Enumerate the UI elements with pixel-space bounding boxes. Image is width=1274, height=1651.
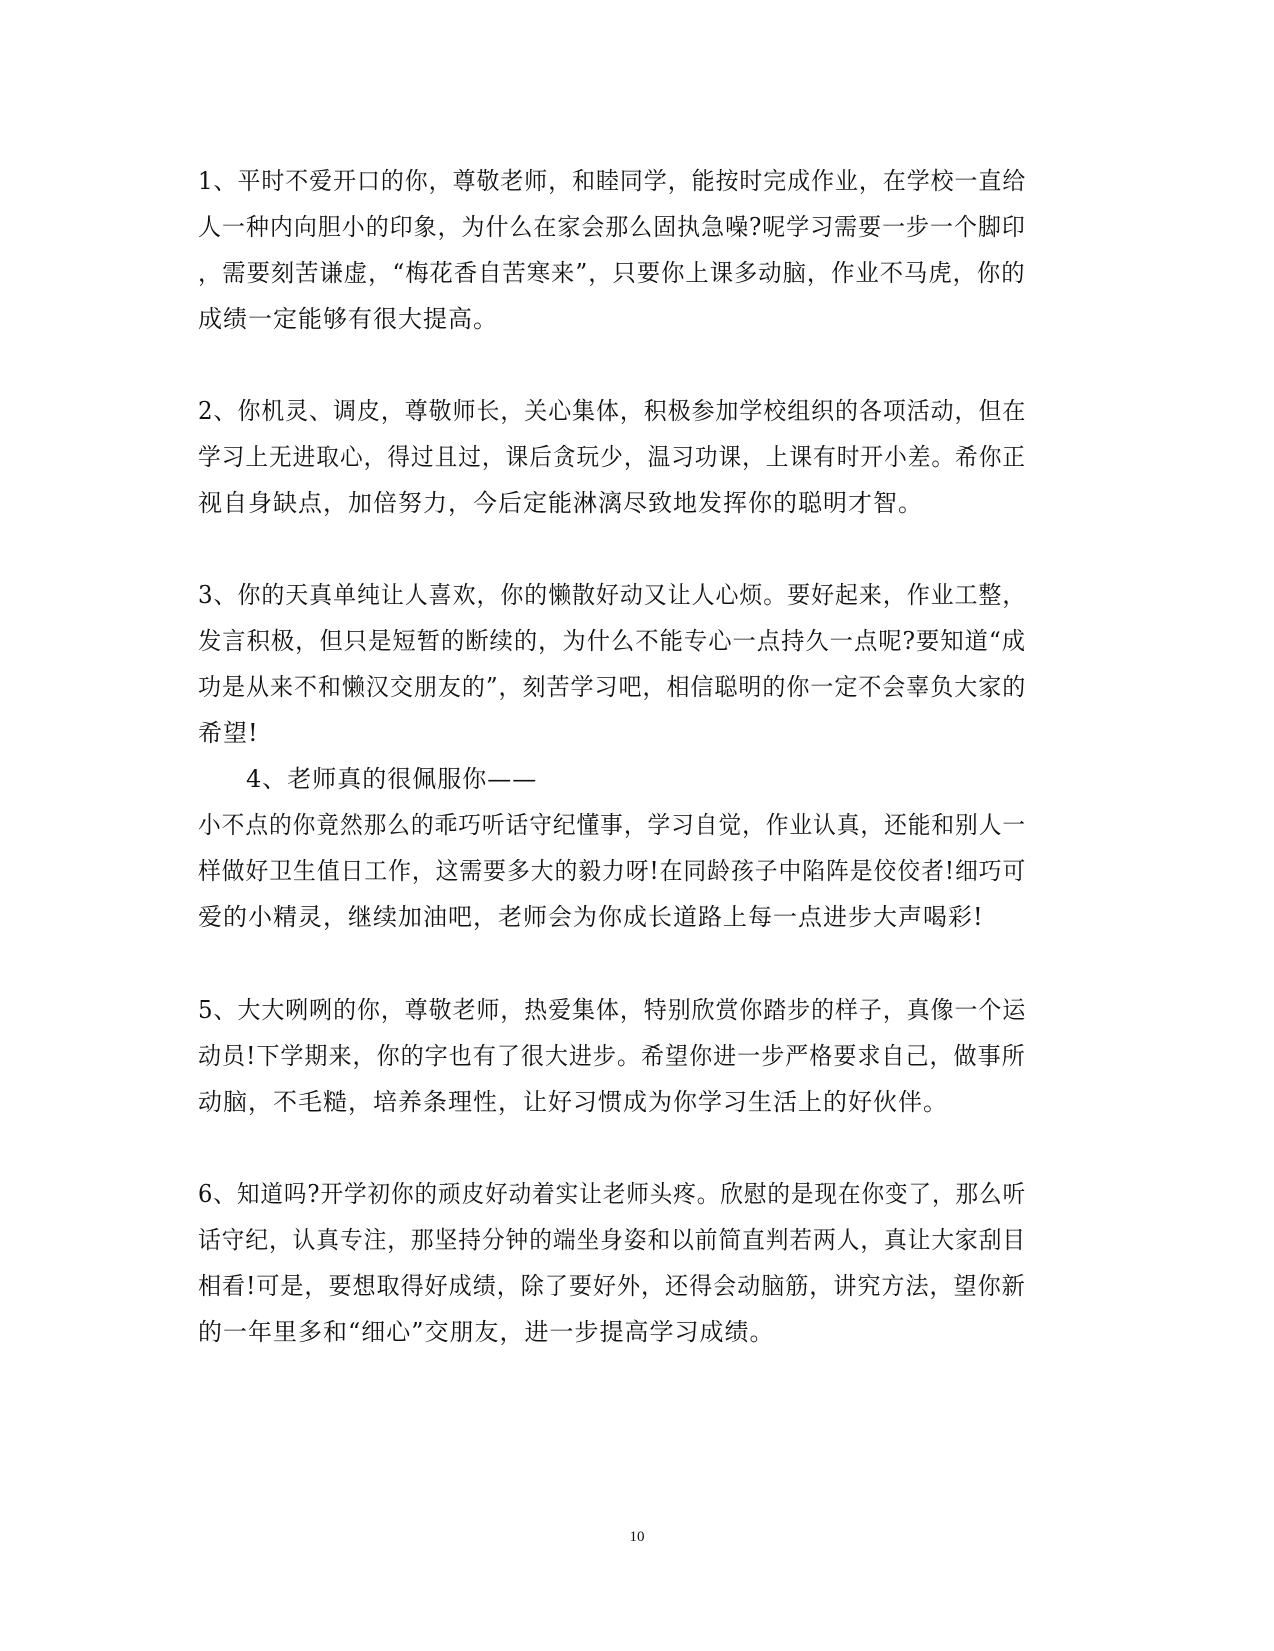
paragraph-line: 5、大大咧咧的你，尊敬老师，热爱集体，特别欣赏你踏步的样子，真像一个运 — [198, 996, 1027, 1024]
paragraph-line: 人一种内向胆小的印象，为什么在家会那么固执急噪?呢学习需要一步一个脚印 — [198, 213, 1026, 241]
paragraph-line: 学习上无进取心，得过且过，课后贪玩少，温习功课，上课有时开小差。希你正 — [198, 443, 1027, 471]
paragraph-line: ，需要刻苦谦虚，“梅花香自苦寒来”，只要你上课多动脑，作业不马虎，你的 — [198, 259, 1026, 287]
paragraph-heading: 4、老师真的很佩服你—— — [246, 765, 538, 793]
paragraph-line: 1、平时不爱开口的你，尊敬老师，和睦同学，能按时完成作业，在学校一直给 — [198, 167, 1027, 195]
page-number: 10 — [629, 1529, 645, 1545]
paragraph-line: 动员!下学期来，你的字也有了很大进步。希望你进一步严格要求自己，做事所 — [198, 1042, 1026, 1070]
paragraph-line: 6、知道吗?开学初你的顽皮好动着实让老师头疼。欣慰的是现在你变了，那么听 — [198, 1180, 1027, 1208]
paragraph-line: 话守纪，认真专注，那坚持分钟的端坐身姿和以前简直判若两人，真让大家刮目 — [198, 1226, 1027, 1254]
paragraph-line: 希望! — [198, 719, 259, 747]
paragraph-line: 3、你的天真单纯让人喜欢，你的懒散好动又让人心烦。要好起来，作业工整， — [198, 581, 1027, 609]
paragraph-line: 爱的小精灵，继续加油吧，老师会为你成长道路上每一点进步大声喝彩! — [198, 903, 984, 931]
paragraph-line: 功是从来不和懒汉交朋友的”，刻苦学习吧，相信聪明的你一定不会辜负大家的 — [198, 673, 1027, 701]
paragraph-line: 小不点的你竟然那么的乖巧听话守纪懂事，学习自觉，作业认真，还能和别人一 — [198, 811, 1027, 839]
paragraph-line: 动脑，不毛糙，培养条理性，让好习惯成为你学习生活上的好伙伴。 — [198, 1088, 948, 1116]
paragraph-line: 的一年里多和“细心”交朋友，进一步提高学习成绩。 — [198, 1318, 775, 1346]
paragraph-line: 成绩一定能够有很大提高。 — [198, 305, 498, 333]
paragraph-line: 视自身缺点，加倍努力，今后定能淋漓尽致地发挥你的聪明才智。 — [198, 489, 923, 517]
paragraph-line: 样做好卫生值日工作，这需要多大的毅力呀!在同龄孩子中陷阵是佼佼者!细巧可 — [198, 857, 1027, 885]
paragraph-line: 相看!可是，要想取得好成绩，除了要好外，还得会动脑筋，讲究方法，望你新 — [198, 1272, 1026, 1300]
paragraph-line: 发言积极，但只是短暂的断续的，为什么不能专心一点持久一点呢?要知道“成 — [198, 627, 1027, 655]
paragraph-line: 2、你机灵、调皮，尊敬师长，关心集体，积极参加学校组织的各项活动，但在 — [198, 397, 1027, 425]
